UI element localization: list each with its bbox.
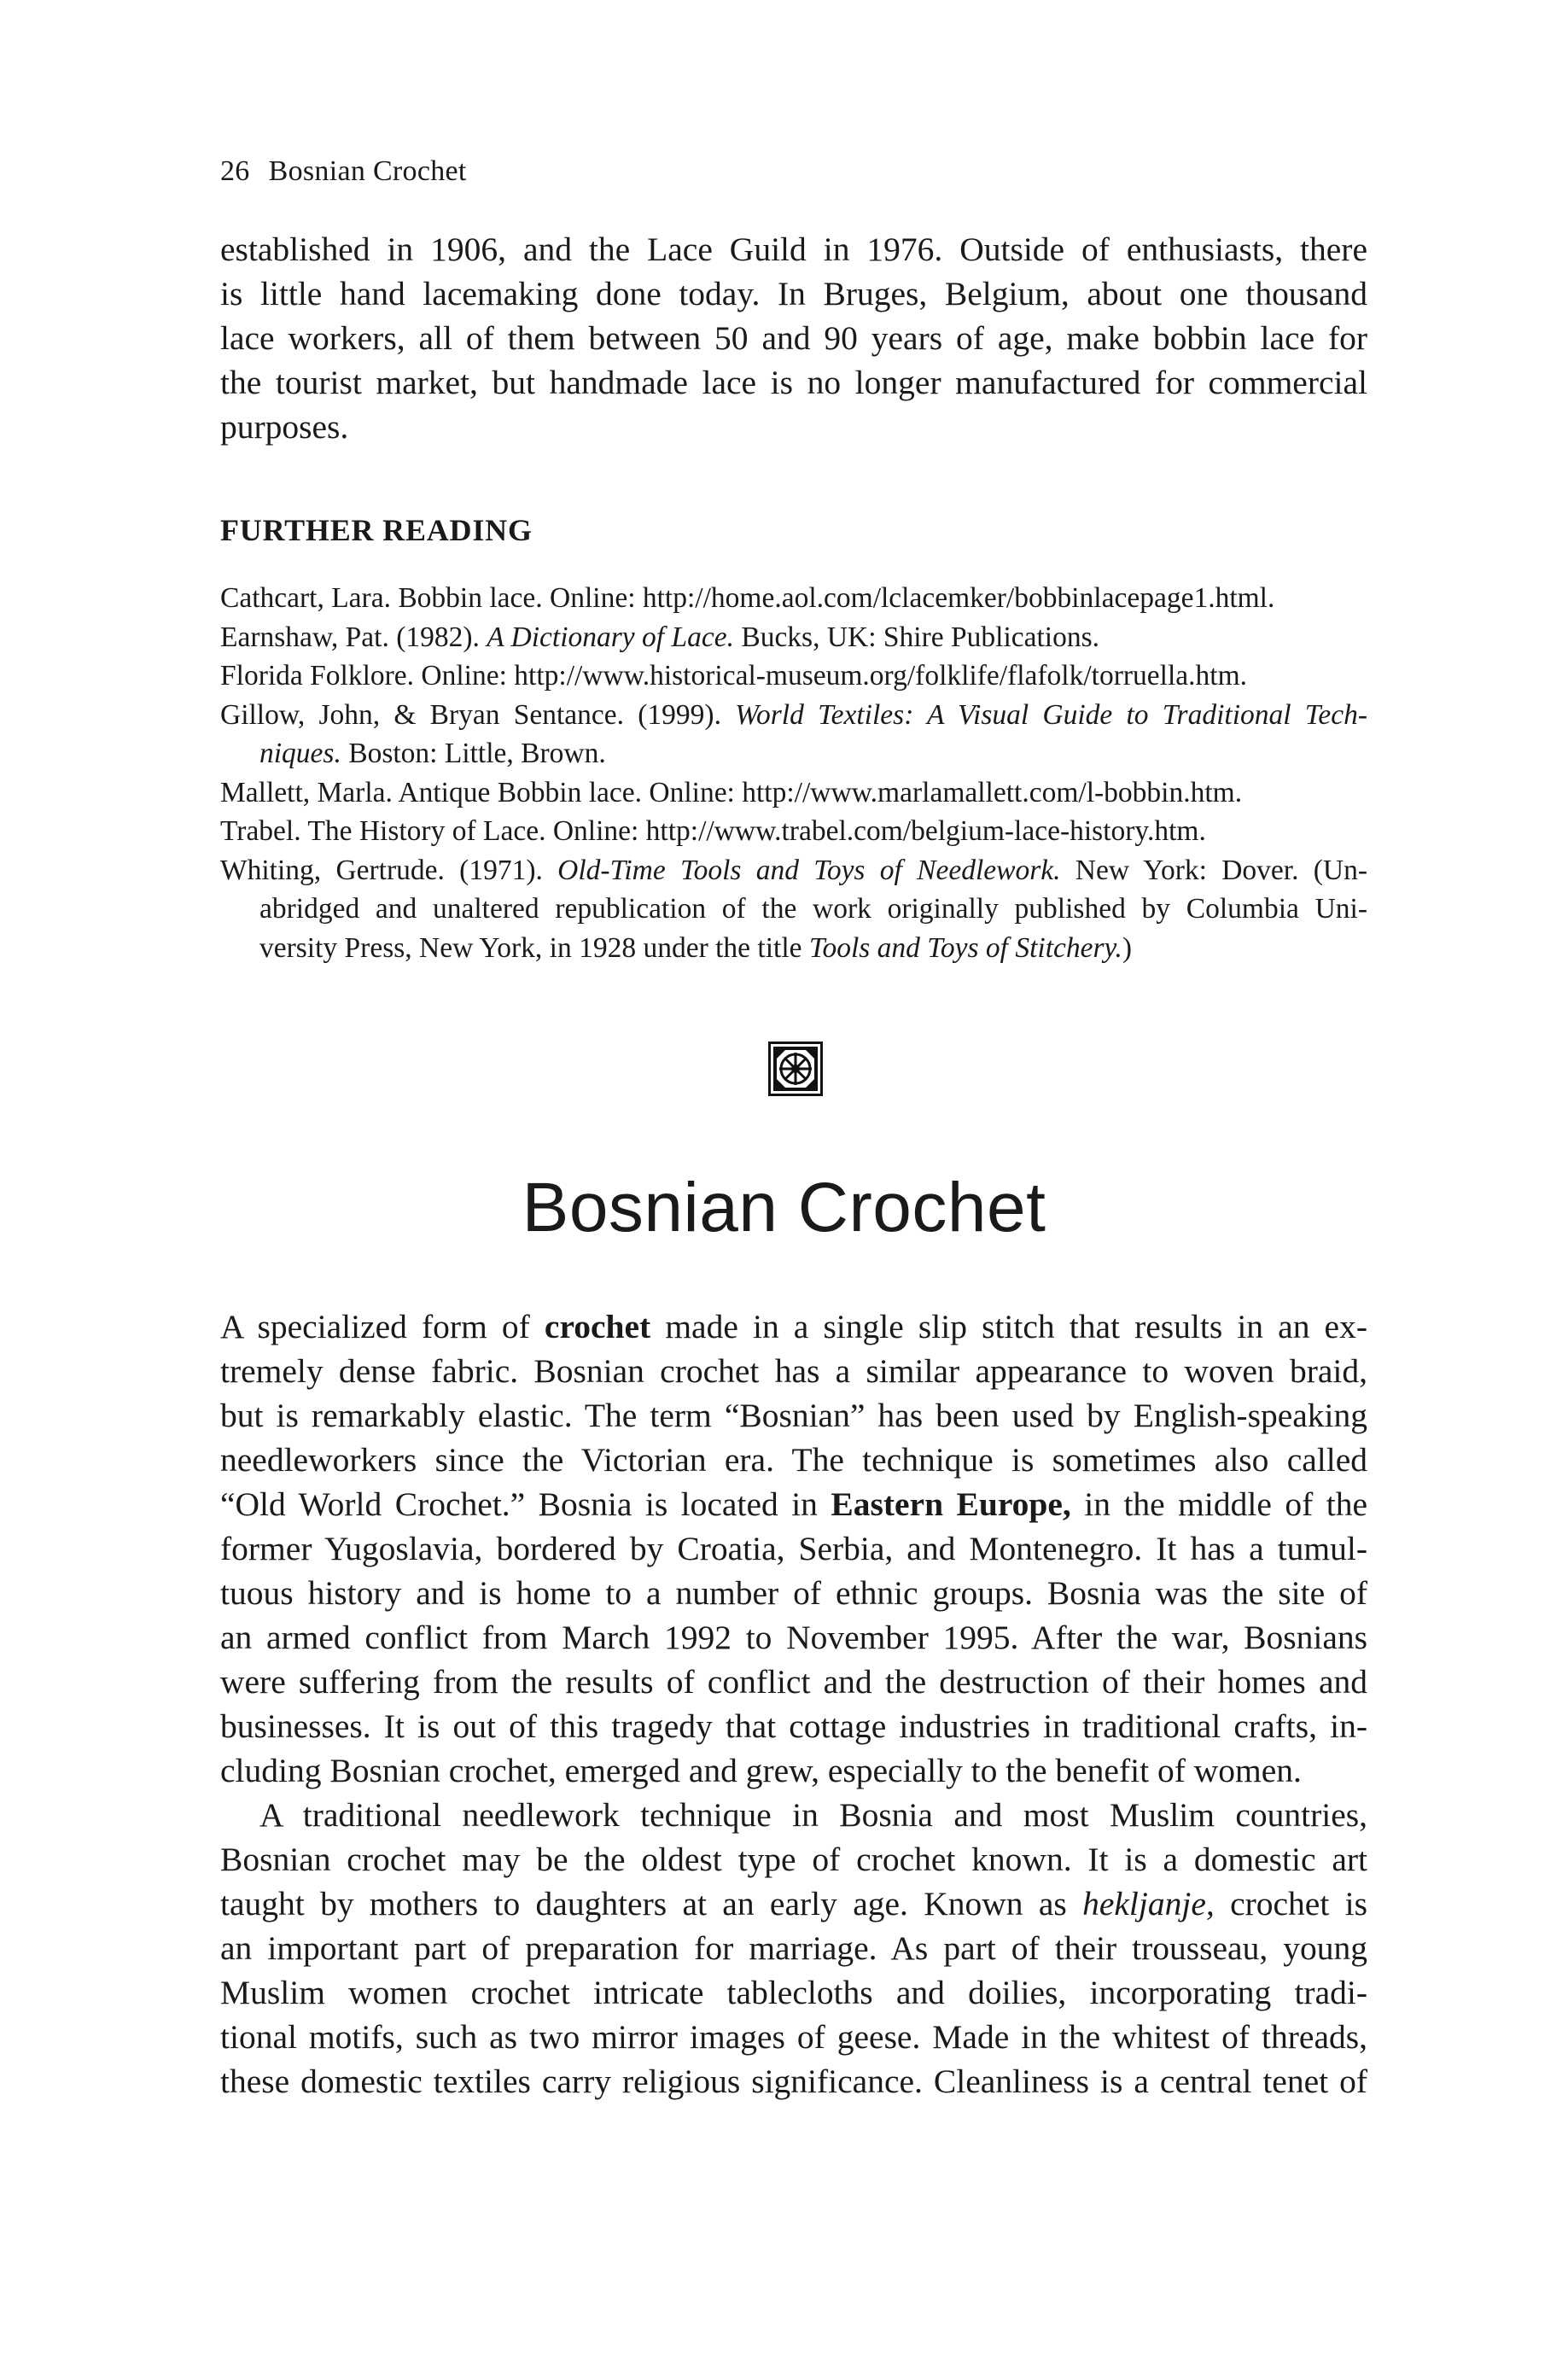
text-line: Bosnian crochet may be the oldest type of crochet known. It is a domestic art: [220, 1841, 1367, 1878]
reference-item: [220, 812, 1367, 851]
text-span: “Old World Crochet.” Bosnia is located in: [220, 1485, 831, 1523]
text-line: businesses. It is out of this tragedy that cottage industries in traditional crafts, in-: [220, 1707, 1367, 1745]
text-line: [220, 1882, 1367, 1926]
ref-text: Whiting, Gertrude. (1971).: [220, 854, 558, 886]
reference-item: [220, 773, 1367, 813]
ref-title: World Textiles: A Visual Guide to Traditional Tech-: [735, 698, 1367, 731]
ref-text: Cathcart, Lara. Bobbin lace. Online: http://home.aol.com/lclacemker/bobbinlacepage1.html.: [220, 582, 1275, 614]
ref-text: abridged and unaltered republication of the work originally published by Columbia Uni-: [259, 893, 1367, 925]
ref-title: Old-Time Tools and Toys of Needlework.: [557, 854, 1061, 886]
running-head: [220, 155, 467, 188]
ref-title: niques.: [259, 738, 341, 769]
ref-text: versity Press, New York, in 1928 under the title: [259, 931, 809, 964]
text-line: purposes.: [220, 408, 349, 446]
reference-item: [220, 656, 1367, 696]
text-span: taught by mothers to daughters at an early age. Known as: [220, 1885, 1083, 1923]
text-line: [220, 1482, 1367, 1526]
text-line: tuous history and is home to a number of ethnic groups. Bosnia was the site of: [220, 1574, 1367, 1612]
text-line: Muslim women crochet intricate tablecloths and doilies, incorporating tradi-: [220, 1974, 1367, 2011]
entry-paragraph-2: [220, 1793, 1367, 2104]
ref-title: Tools and Toys of Stitchery.: [808, 931, 1122, 964]
reference-item: [220, 696, 1367, 773]
ref-text: Trabel. The History of Lace. Online: http://www.trabel.com/belgium-lace-history.htm.: [220, 815, 1206, 847]
decorative-ornament-icon: [768, 1042, 823, 1096]
running-title: Bosnian Crochet: [268, 155, 467, 187]
text-span: A specialized form of: [220, 1308, 545, 1345]
page-number: 26: [220, 155, 250, 187]
cross-reference-bold: crochet: [544, 1308, 651, 1345]
entry-paragraph-1: [220, 1304, 1367, 1793]
text-line: [220, 1304, 1367, 1349]
text-line: but is remarkably elastic. The term “Bosnian” has been used by English-speaking: [220, 1397, 1367, 1434]
text-line: lace workers, all of them between 50 and 90 years of age, make bobbin lace for: [220, 319, 1367, 357]
entry-title: Bosnian Crochet: [522, 1169, 1046, 1246]
text-span: crochet is: [1214, 1885, 1367, 1923]
text-line: an important part of preparation for marriage. As part of their trousseau, young: [220, 1929, 1367, 1967]
ref-text: Boston: Little, Brown.: [341, 738, 606, 769]
text-line: an armed conflict from March 1992 to November 1995. After the war, Bosnians: [220, 1619, 1367, 1656]
text-line: tremely dense fabric. Bosnian crochet has a similar appearance to woven braid,: [220, 1352, 1367, 1390]
cross-reference-bold: Eastern Europe,: [831, 1485, 1071, 1523]
ref-text: Florida Folklore. Online: http://www.historical-museum.org/folklife/flafolk/torruella.htm.: [220, 660, 1248, 691]
further-reading-heading: FURTHER READING: [220, 513, 533, 547]
reference-item: [220, 618, 1367, 657]
ref-text: New York: Dover. (Un-: [1060, 854, 1368, 886]
reference-item: [220, 851, 1367, 968]
ref-title: A Dictionary of Lace.: [487, 621, 734, 653]
text-line: these domestic textiles carry religious significance. Cleanliness is a central tenet of: [220, 2063, 1367, 2100]
ref-text: ): [1122, 931, 1133, 964]
text-line: is little hand lacemaking done today. In Bruges, Belgium, about one thousand: [220, 275, 1367, 312]
text-line: cluding Bosnian crochet, emerged and grew, especially to the benefit of women.: [220, 1752, 1302, 1789]
text-line: needleworkers since the Victorian era. The technique is sometimes also called: [220, 1441, 1367, 1479]
text-line: former Yugoslavia, bordered by Croatia, Serbia, and Montenegro. It has a tumul-: [220, 1530, 1367, 1567]
text-line: tional motifs, such as two mirror images of geese. Made in the whitest of threads,: [220, 2018, 1367, 2056]
ref-text: Gillow, John, & Bryan Sentance. (1999).: [220, 698, 736, 731]
text-line: were suffering from the results of conflict and the destruction of their homes and: [220, 1663, 1367, 1701]
ref-text: Earnshaw, Pat. (1982).: [220, 621, 487, 653]
text-span: made in a single slip stitch that results in an ex-: [650, 1308, 1367, 1345]
intro-paragraph: [220, 227, 1367, 449]
text-line: established in 1906, and the Lace Guild in 1976. Outside of enthusiasts, there: [220, 230, 1367, 268]
text-span: in the middle of the: [1070, 1485, 1367, 1523]
further-reading-list: [220, 579, 1367, 967]
foreign-term-italic: hekljanje,: [1082, 1885, 1215, 1923]
reference-item: [220, 579, 1367, 618]
text-line: the tourist market, but handmade lace is no longer manufactured for commercial: [220, 364, 1367, 401]
text-line: A traditional needlework technique in Bosnia and most Muslim countries,: [259, 1796, 1367, 1834]
ref-text: Mallett, Marla. Antique Bobbin lace. Online: http://www.marlamallett.com/l-bobbin.htm.: [220, 776, 1243, 808]
ref-text: Bucks, UK: Shire Publications.: [733, 621, 1100, 653]
